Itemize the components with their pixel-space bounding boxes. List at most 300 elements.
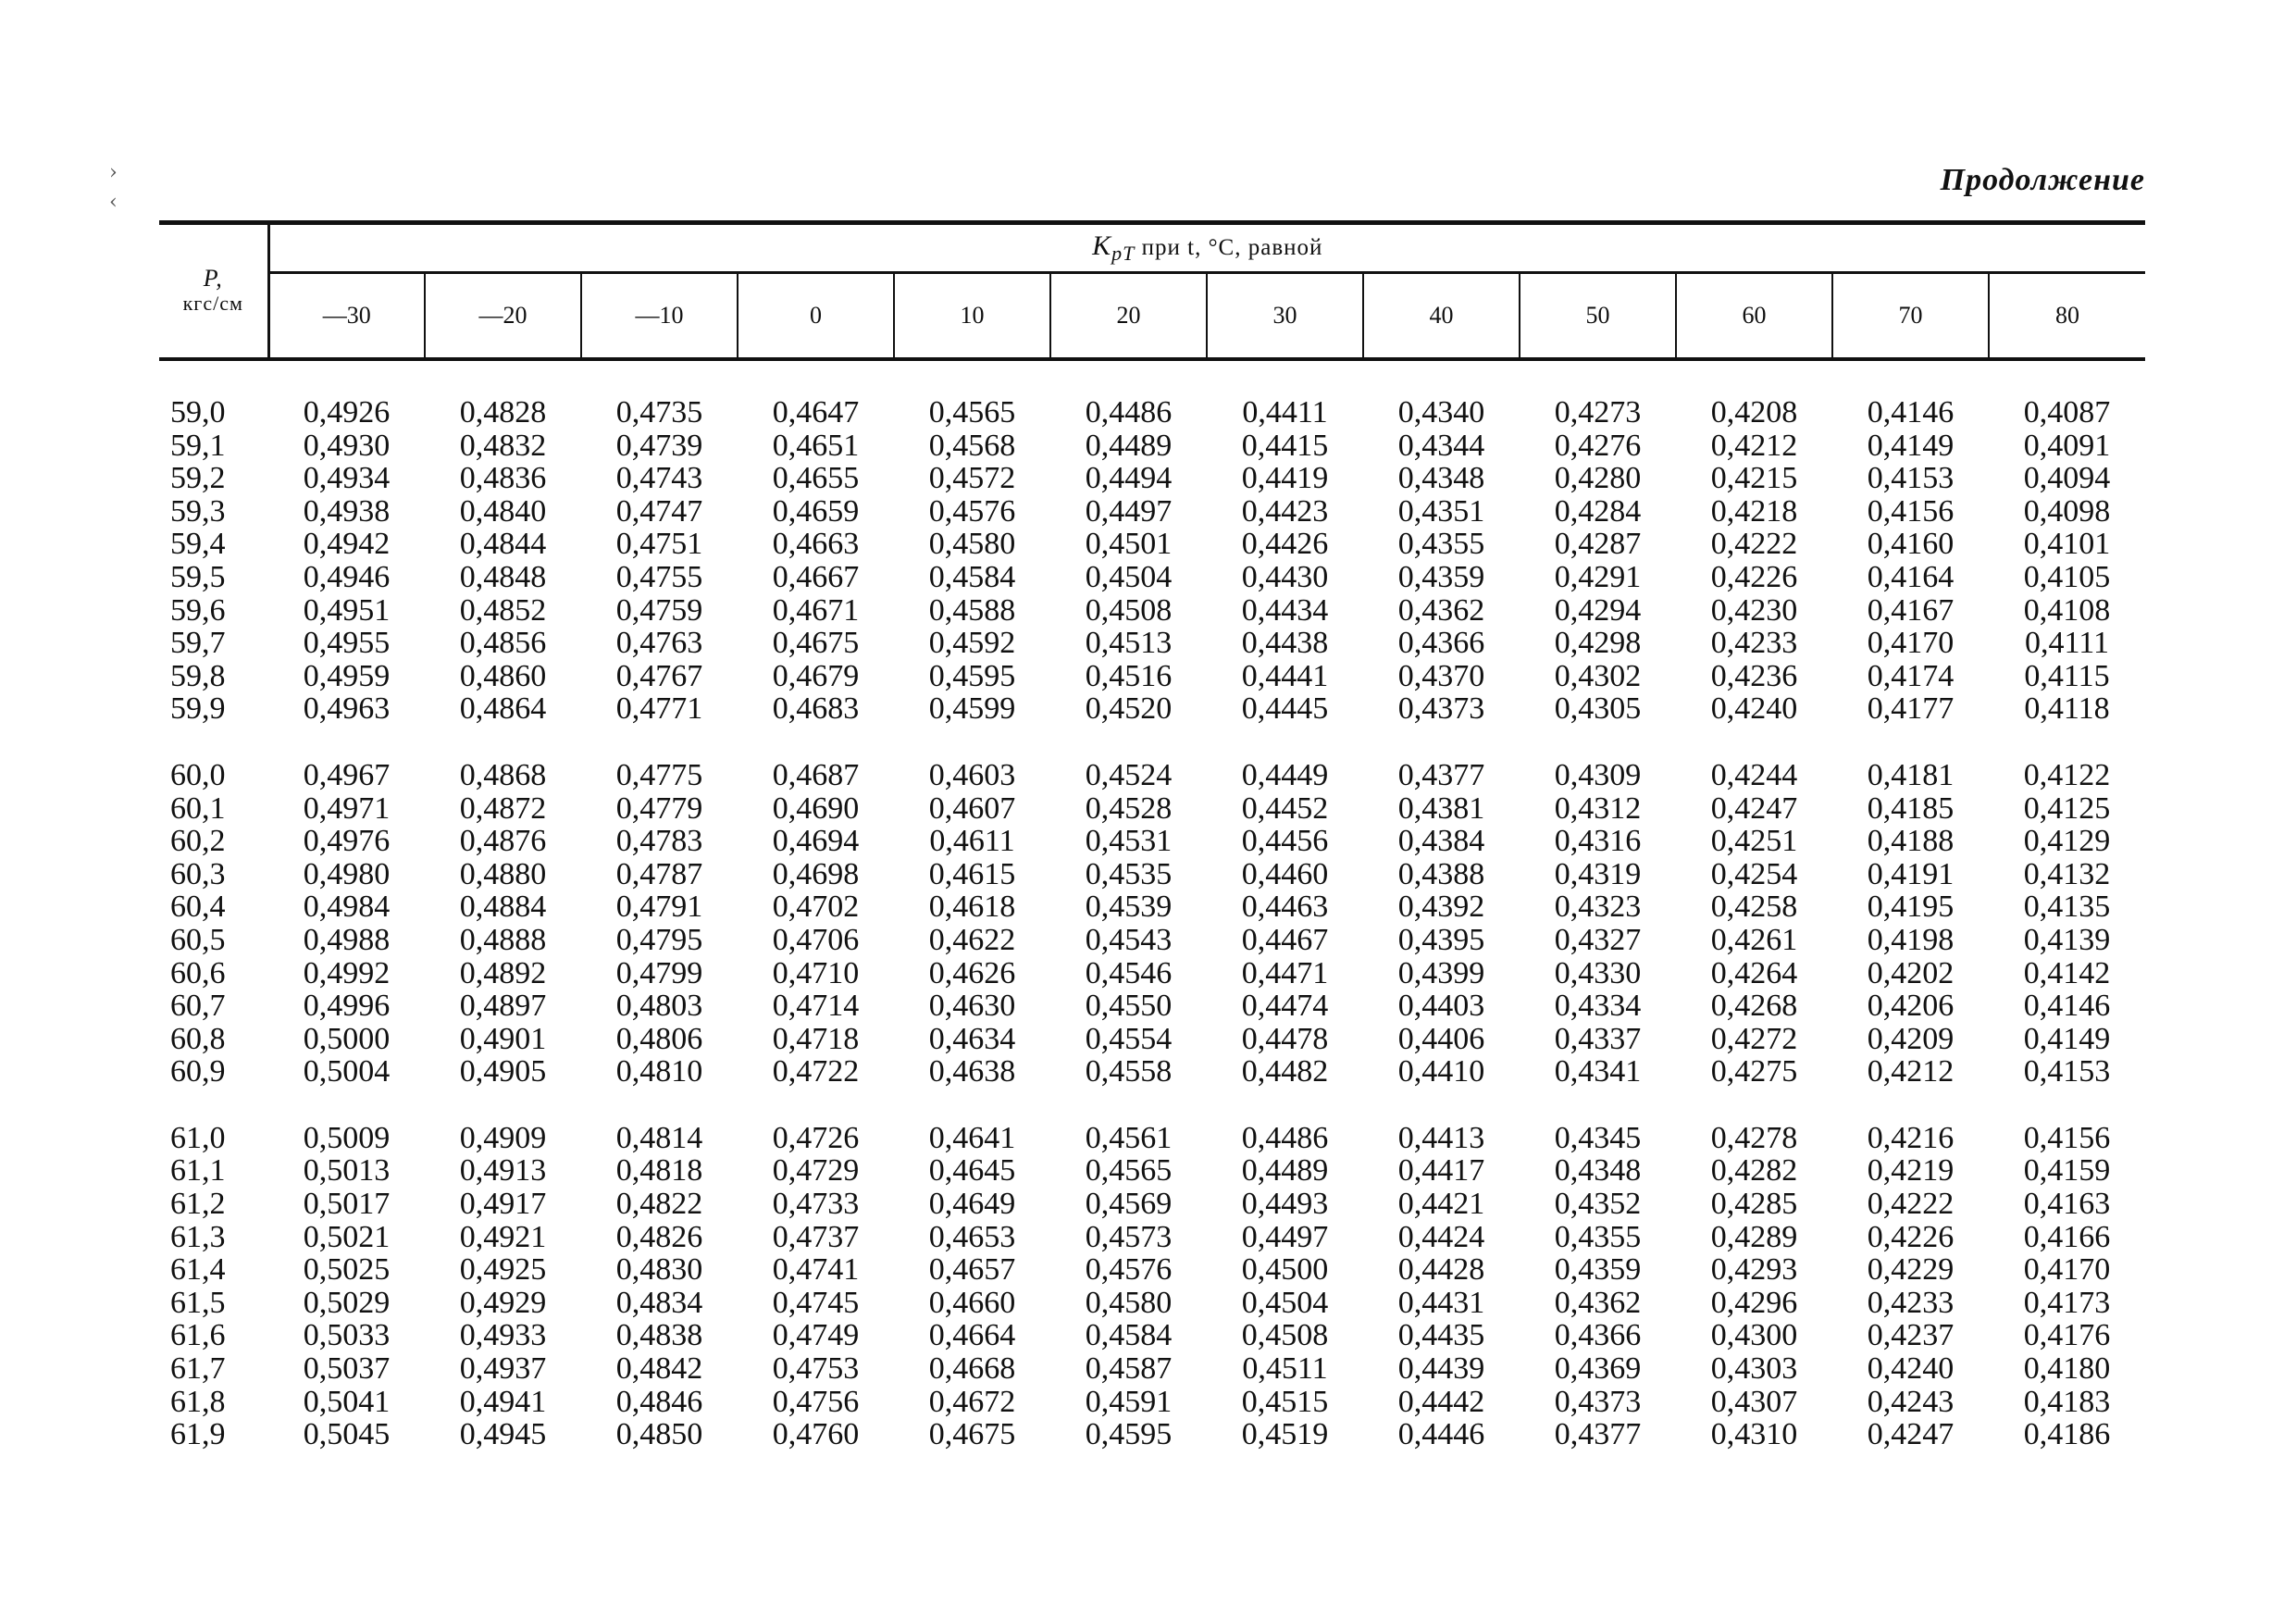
temperature-header-cell: 0 <box>738 273 894 360</box>
table-row <box>159 561 2145 594</box>
coefficient-cell: 0,4296 <box>1710 1285 1798 1320</box>
coefficient-cell: 0,4132 <box>2023 856 2111 891</box>
coefficient-cell: 0,4747 <box>615 493 703 529</box>
coefficient-cell: 0,4946 <box>303 559 391 594</box>
coefficient-cell: 0,4176 <box>2023 1318 2111 1353</box>
coefficient-cell: 0,4840 <box>459 493 547 529</box>
coefficient-cell: 0,4664 <box>928 1318 1016 1353</box>
pressure-cell: 61,4 <box>170 1252 226 1288</box>
coefficient-cell: 0,4591 <box>1085 1384 1173 1419</box>
coefficient-cell: 0,4516 <box>1085 658 1173 693</box>
coefficient-subscript: pT <box>1111 242 1136 265</box>
coefficient-cell: 0,4937 <box>459 1351 547 1387</box>
table-row <box>159 759 2145 792</box>
temperature-header-cell: 50 <box>1520 273 1676 360</box>
coefficient-cell: 0,4351 <box>1397 493 1485 529</box>
coefficient-cell: 0,4501 <box>1085 527 1173 562</box>
coefficient-cell: 0,4759 <box>615 592 703 628</box>
table-row <box>159 1287 2145 1320</box>
coefficient-cell: 0,4739 <box>615 428 703 463</box>
coefficient-cell: 0,4159 <box>2023 1153 2111 1189</box>
coefficient-cell: 0,4369 <box>1554 1351 1642 1387</box>
coefficient-cell: 0,4334 <box>1554 989 1642 1024</box>
coefficient-cell: 0,4988 <box>303 922 391 957</box>
coefficient-cell: 0,4218 <box>1710 493 1798 529</box>
pressure-cell: 60,0 <box>170 757 226 792</box>
coefficient-cell: 0,4381 <box>1397 790 1485 826</box>
table-row <box>159 627 2145 660</box>
coefficient-cell: 0,4675 <box>772 626 860 661</box>
table-row <box>159 957 2145 990</box>
temperature-header-cell: 30 <box>1207 273 1363 360</box>
table-header <box>159 223 2145 360</box>
coefficient-cell: 0,4362 <box>1554 1285 1642 1320</box>
coefficient-cell: 0,4209 <box>1867 1021 1955 1056</box>
group-spacer <box>159 359 2145 396</box>
coefficient-cell: 0,4618 <box>928 890 1016 925</box>
coefficient-cell: 0,4702 <box>772 890 860 925</box>
coefficient-cell: 0,4377 <box>1554 1417 1642 1452</box>
coefficient-cell: 0,4726 <box>772 1120 860 1155</box>
coefficient-cell: 0,4842 <box>615 1351 703 1387</box>
coefficient-cell: 0,4971 <box>303 790 391 826</box>
coefficient-cell: 0,5033 <box>303 1318 391 1353</box>
coefficient-cell: 0,4992 <box>303 955 391 990</box>
coefficient-cell: 0,4251 <box>1710 824 1798 859</box>
coefficient-cell: 0,4810 <box>615 1054 703 1089</box>
pressure-cell: 61,0 <box>170 1120 226 1155</box>
coefficient-cell: 0,4626 <box>928 955 1016 990</box>
coefficient-cell: 0,4834 <box>615 1285 703 1320</box>
coefficient-cell: 0,4603 <box>928 757 1016 792</box>
coefficient-cell: 0,5000 <box>303 1021 391 1056</box>
table-row <box>159 1319 2145 1352</box>
coefficient-cell: 0,4206 <box>1867 989 1955 1024</box>
coefficient-cell: 0,4362 <box>1397 592 1485 628</box>
pressure-cell: 61,2 <box>170 1187 226 1222</box>
coefficient-cell: 0,4513 <box>1085 626 1173 661</box>
coefficient-cell: 0,4284 <box>1554 493 1642 529</box>
coefficient-cell: 0,4745 <box>772 1285 860 1320</box>
coefficient-cell: 0,4291 <box>1554 559 1642 594</box>
coefficient-cell: 0,4926 <box>303 395 391 429</box>
table-row <box>159 1188 2145 1221</box>
coefficient-cell: 0,4348 <box>1554 1153 1642 1189</box>
table-row <box>159 594 2145 628</box>
coefficient-cell: 0,4273 <box>1554 395 1642 429</box>
table-row <box>159 495 2145 529</box>
coefficient-cell: 0,4554 <box>1085 1021 1173 1056</box>
coefficient-cell: 0,4310 <box>1710 1417 1798 1452</box>
coefficient-cell: 0,4803 <box>615 989 703 1024</box>
coefficient-cell: 0,4565 <box>1085 1153 1173 1189</box>
coefficient-cell: 0,4164 <box>1867 559 1955 594</box>
coefficient-cell: 0,4305 <box>1554 691 1642 727</box>
coefficient-cell: 0,4460 <box>1241 856 1329 891</box>
coefficient-cell: 0,4531 <box>1085 824 1173 859</box>
coefficient-cell: 0,4917 <box>459 1187 547 1222</box>
coefficient-cell: 0,4550 <box>1085 989 1173 1024</box>
coefficient-cell: 0,4645 <box>928 1153 1016 1189</box>
coefficient-cell: 0,4340 <box>1397 395 1485 429</box>
coefficient-cell: 0,4638 <box>928 1054 1016 1089</box>
coefficient-cell: 0,4767 <box>615 658 703 693</box>
coefficient-cell: 0,4884 <box>459 890 547 925</box>
coefficient-cell: 0,4384 <box>1397 824 1485 859</box>
coefficient-cell: 0,4285 <box>1710 1187 1798 1222</box>
coefficient-cell: 0,4515 <box>1241 1384 1329 1419</box>
coefficient-cell: 0,4486 <box>1241 1120 1329 1155</box>
table-row <box>159 1418 2145 1451</box>
coefficient-cell: 0,4872 <box>459 790 547 826</box>
coefficient-cell: 0,4584 <box>928 559 1016 594</box>
coefficient-cell: 0,4118 <box>2024 691 2110 727</box>
coefficient-cell: 0,4860 <box>459 658 547 693</box>
coefficient-cell: 0,4413 <box>1397 1120 1485 1155</box>
coefficient-cell: 0,4683 <box>772 691 860 727</box>
coefficient-table <box>159 220 2145 1451</box>
coefficient-cell: 0,4838 <box>615 1318 703 1353</box>
coefficient-cell: 0,4497 <box>1085 493 1173 529</box>
pressure-unit: кгс/см <box>182 292 243 315</box>
pressure-cell: 59,9 <box>170 691 226 727</box>
temperature-header-cell: 40 <box>1363 273 1520 360</box>
coefficient-cell: 0,4456 <box>1241 824 1329 859</box>
coefficient-cell: 0,4996 <box>303 989 391 1024</box>
coefficient-cell: 0,4191 <box>1867 856 1955 891</box>
table-row <box>159 1386 2145 1419</box>
coefficient-cell: 0,4442 <box>1397 1384 1485 1419</box>
margin-mark-bottom: ‹ <box>109 191 118 214</box>
coefficient-cell: 0,4576 <box>1085 1252 1173 1288</box>
pressure-cell: 60,6 <box>170 955 226 990</box>
coefficient-cell: 0,4929 <box>459 1285 547 1320</box>
pressure-cell: 61,6 <box>170 1318 226 1353</box>
group-spacer <box>159 1089 2145 1122</box>
coefficient-cell: 0,4236 <box>1710 658 1798 693</box>
coefficient-cell: 0,4690 <box>772 790 860 826</box>
coefficient-cell: 0,4543 <box>1085 922 1173 957</box>
coefficient-cell: 0,4779 <box>615 790 703 826</box>
coefficient-cell: 0,4737 <box>772 1219 860 1254</box>
coefficient-cell: 0,4185 <box>1867 790 1955 826</box>
coefficient-cell: 0,4373 <box>1397 691 1485 727</box>
coefficient-cell: 0,4237 <box>1867 1318 1955 1353</box>
coefficient-cell: 0,4679 <box>772 658 860 693</box>
pressure-symbol: P, <box>203 265 223 292</box>
table-row <box>159 858 2145 891</box>
coefficient-cell: 0,4174 <box>1867 658 1955 693</box>
coefficient-cell: 0,4733 <box>772 1187 860 1222</box>
coefficient-cell: 0,4215 <box>1710 461 1798 496</box>
coefficient-cell: 0,4565 <box>928 395 1016 429</box>
coefficient-cell: 0,4146 <box>1867 395 1955 429</box>
coefficient-cell: 0,4156 <box>1867 493 1955 529</box>
coefficient-cell: 0,4489 <box>1085 428 1173 463</box>
table-row <box>159 1154 2145 1188</box>
coefficient-cell: 0,4149 <box>2023 1021 2111 1056</box>
coefficient-cell: 0,4576 <box>928 493 1016 529</box>
coefficient-cell: 0,4303 <box>1710 1351 1798 1387</box>
coefficient-cell: 0,4212 <box>1710 428 1798 463</box>
coefficient-cell: 0,4244 <box>1710 757 1798 792</box>
coefficient-cell: 0,4909 <box>459 1120 547 1155</box>
coefficient-cell: 0,4980 <box>303 856 391 891</box>
pressure-cell: 60,3 <box>170 856 226 891</box>
coefficient-cell: 0,4316 <box>1554 824 1642 859</box>
coefficient-cell: 0,4167 <box>1867 592 1955 628</box>
coefficient-cell: 0,4630 <box>928 989 1016 1024</box>
table-row <box>159 528 2145 561</box>
coefficient-cell: 0,4298 <box>1554 626 1642 661</box>
coefficient-cell: 0,4828 <box>459 395 547 429</box>
coefficient-cell: 0,4399 <box>1397 955 1485 990</box>
pressure-cell: 60,7 <box>170 989 226 1024</box>
group-spacer <box>159 726 2145 759</box>
temperature-header-cell: 70 <box>1832 273 1989 360</box>
coefficient-cell: 0,4848 <box>459 559 547 594</box>
coefficient-cell: 0,4573 <box>1085 1219 1173 1254</box>
coefficient-cell: 0,4160 <box>1867 527 1955 562</box>
coefficient-cell: 0,4247 <box>1867 1417 1955 1452</box>
coefficient-cell: 0,4595 <box>928 658 1016 693</box>
coefficient-cell: 0,4198 <box>1867 922 1955 957</box>
coefficient-cell: 0,4622 <box>928 922 1016 957</box>
coefficient-cell: 0,4741 <box>772 1252 860 1288</box>
coefficient-cell: 0,4345 <box>1554 1120 1642 1155</box>
coefficient-cell: 0,4216 <box>1867 1120 1955 1155</box>
table-row <box>159 462 2145 495</box>
coefficient-cell: 0,4226 <box>1867 1219 1955 1254</box>
coefficient-cell: 0,4411 <box>1242 395 1328 429</box>
coefficient-cell: 0,4261 <box>1710 922 1798 957</box>
coefficient-cell: 0,5017 <box>303 1187 391 1222</box>
coefficient-cell: 0,4615 <box>928 856 1016 891</box>
coefficient-cell: 0,4599 <box>928 691 1016 727</box>
coefficient-cell: 0,4098 <box>2023 493 2111 529</box>
coefficient-cell: 0,4539 <box>1085 890 1173 925</box>
coefficient-cell: 0,4892 <box>459 955 547 990</box>
coefficient-cell: 0,4421 <box>1397 1187 1485 1222</box>
coefficient-cell: 0,4595 <box>1085 1417 1173 1452</box>
pressure-cell: 61,5 <box>170 1285 226 1320</box>
coefficient-cell: 0,4415 <box>1241 428 1329 463</box>
coefficient-cell: 0,4561 <box>1085 1120 1173 1155</box>
coefficient-cell: 0,4355 <box>1397 527 1485 562</box>
coefficient-cell: 0,4330 <box>1554 955 1642 990</box>
coefficient-cell: 0,4508 <box>1085 592 1173 628</box>
coefficient-cell: 0,4647 <box>772 395 860 429</box>
table-row <box>159 1122 2145 1155</box>
coefficient-cell: 0,4710 <box>772 955 860 990</box>
coefficient-cell: 0,4153 <box>1867 461 1955 496</box>
pressure-cell: 59,1 <box>170 428 226 463</box>
coefficient-cell: 0,4930 <box>303 428 391 463</box>
coefficient-cell: 0,4592 <box>928 626 1016 661</box>
coefficient-cell: 0,4519 <box>1241 1417 1329 1452</box>
coefficient-cell: 0,4139 <box>2023 922 2111 957</box>
coefficient-cell: 0,4183 <box>2023 1384 2111 1419</box>
coefficient-cell: 0,4504 <box>1085 559 1173 594</box>
coefficient-cell: 0,4233 <box>1867 1285 1955 1320</box>
coefficient-cell: 0,4173 <box>2023 1285 2111 1320</box>
coefficient-cell: 0,4706 <box>772 922 860 957</box>
coefficient-cell: 0,4493 <box>1241 1187 1329 1222</box>
coefficient-cell: 0,4264 <box>1710 955 1798 990</box>
temperature-header-cell: —30 <box>268 273 425 360</box>
pressure-cell: 60,8 <box>170 1021 226 1056</box>
coefficient-cell: 0,4323 <box>1554 890 1642 925</box>
coefficient-cell: 0,4925 <box>459 1252 547 1288</box>
continuation-label: Продолжение <box>1940 163 2145 197</box>
temperature-header-cell: —10 <box>581 273 738 360</box>
pressure-cell: 60,4 <box>170 890 226 925</box>
coefficient-cell: 0,4258 <box>1710 890 1798 925</box>
coefficient-cell: 0,4535 <box>1085 856 1173 891</box>
coefficient-cell: 0,4945 <box>459 1417 547 1452</box>
table-row <box>159 825 2145 858</box>
pressure-cell: 61,9 <box>170 1417 226 1452</box>
coefficient-cell: 0,4880 <box>459 856 547 891</box>
coefficient-cell: 0,4558 <box>1085 1054 1173 1089</box>
coefficient-cell: 0,4122 <box>2023 757 2111 792</box>
coefficient-cell: 0,4775 <box>615 757 703 792</box>
coefficient-cell: 0,4108 <box>2023 592 2111 628</box>
coefficient-cell: 0,4366 <box>1397 626 1485 661</box>
coefficient-cell: 0,4105 <box>2023 559 2111 594</box>
coefficient-cell: 0,4901 <box>459 1021 547 1056</box>
coefficient-cell: 0,4852 <box>459 592 547 628</box>
coefficient-cell: 0,4419 <box>1241 461 1329 496</box>
coefficient-cell: 0,4294 <box>1554 592 1642 628</box>
coefficient-cell: 0,4672 <box>928 1384 1016 1419</box>
coefficient-cell: 0,4913 <box>459 1153 547 1189</box>
coefficient-cell: 0,4359 <box>1397 559 1485 594</box>
coefficient-cell: 0,4222 <box>1710 527 1798 562</box>
coefficient-cell: 0,5045 <box>303 1417 391 1452</box>
table-row <box>159 1055 2145 1089</box>
coefficient-cell: 0,4135 <box>2023 890 2111 925</box>
coefficient-cell: 0,5025 <box>303 1252 391 1288</box>
coefficient-cell: 0,4814 <box>615 1120 703 1155</box>
coefficient-cell: 0,4641 <box>928 1120 1016 1155</box>
coefficient-cell: 0,4568 <box>928 428 1016 463</box>
pressure-cell: 60,5 <box>170 922 226 957</box>
coefficient-cell: 0,5029 <box>303 1285 391 1320</box>
coefficient-cell: 0,4177 <box>1867 691 1955 727</box>
coefficient-cell: 0,4153 <box>2023 1054 2111 1089</box>
coefficient-cell: 0,4111 <box>2025 626 2109 661</box>
coefficient-cell: 0,4280 <box>1554 461 1642 496</box>
coefficient-cell: 0,4791 <box>615 890 703 925</box>
coefficient-cell: 0,4355 <box>1554 1219 1642 1254</box>
coefficient-cell: 0,4287 <box>1554 527 1642 562</box>
coefficient-cell: 0,4607 <box>928 790 1016 826</box>
table-row <box>159 792 2145 826</box>
coefficient-cell: 0,4240 <box>1867 1351 1955 1387</box>
pressure-cell: 60,1 <box>170 790 226 826</box>
coefficient-cell: 0,4787 <box>615 856 703 891</box>
coefficient-cell: 0,4942 <box>303 527 391 562</box>
coefficient-cell: 0,4951 <box>303 592 391 628</box>
coefficient-cell: 0,4341 <box>1554 1054 1642 1089</box>
coefficient-cell: 0,4504 <box>1241 1285 1329 1320</box>
coefficient-cell: 0,4430 <box>1241 559 1329 594</box>
coefficient-cell: 0,4435 <box>1397 1318 1485 1353</box>
margin-mark-top: › <box>109 161 118 184</box>
pressure-cell: 61,7 <box>170 1351 226 1387</box>
coefficient-cell: 0,4755 <box>615 559 703 594</box>
coefficient-cell: 0,4967 <box>303 757 391 792</box>
table-row <box>159 1221 2145 1254</box>
coefficient-cell: 0,4438 <box>1241 626 1329 661</box>
coefficient-cell: 0,4955 <box>303 626 391 661</box>
coefficient-header-text: при t, °C, равной <box>1135 235 1323 260</box>
coefficient-cell: 0,4254 <box>1710 856 1798 891</box>
coefficient-cell: 0,4651 <box>772 428 860 463</box>
coefficient-cell: 0,4208 <box>1710 395 1798 429</box>
coefficient-cell: 0,4494 <box>1085 461 1173 496</box>
coefficient-cell: 0,4722 <box>772 1054 860 1089</box>
coefficient-cell: 0,4467 <box>1241 922 1329 957</box>
coefficient-symbol: K <box>1092 230 1112 261</box>
coefficient-cell: 0,4125 <box>2023 790 2111 826</box>
coefficient-cell: 0,4655 <box>772 461 860 496</box>
coefficient-cell: 0,4524 <box>1085 757 1173 792</box>
temperature-header-row <box>159 273 2145 360</box>
table-row <box>159 429 2145 463</box>
coefficient-cell: 0,4718 <box>772 1021 860 1056</box>
coefficient-cell: 0,4195 <box>1867 890 1955 925</box>
coefficient-cell: 0,4327 <box>1554 922 1642 957</box>
coefficient-cell: 0,4580 <box>1085 1285 1173 1320</box>
coefficient-cell: 0,4289 <box>1710 1219 1798 1254</box>
coefficient-cell: 0,4431 <box>1397 1285 1485 1320</box>
coefficient-cell: 0,4826 <box>615 1219 703 1254</box>
coefficient-cell: 0,4101 <box>2023 527 2111 562</box>
coefficient-cell: 0,4497 <box>1241 1219 1329 1254</box>
coefficient-cell: 0,4309 <box>1554 757 1642 792</box>
coefficient-cell: 0,4850 <box>615 1417 703 1452</box>
coefficient-cell: 0,4278 <box>1710 1120 1798 1155</box>
temperature-header-cell: 20 <box>1050 273 1207 360</box>
coefficient-cell: 0,4749 <box>772 1318 860 1353</box>
coefficient-cell: 0,4941 <box>459 1384 547 1419</box>
coefficient-cell: 0,4580 <box>928 527 1016 562</box>
coefficient-cell: 0,4240 <box>1710 691 1798 727</box>
coefficient-group-header <box>268 223 2145 273</box>
coefficient-cell: 0,4180 <box>2023 1351 2111 1387</box>
coefficient-cell: 0,4366 <box>1554 1318 1642 1353</box>
coefficient-cell: 0,4783 <box>615 824 703 859</box>
coefficient-cell: 0,4528 <box>1085 790 1173 826</box>
coefficient-cell: 0,4663 <box>772 527 860 562</box>
coefficient-cell: 0,4129 <box>2023 824 2111 859</box>
coefficient-cell: 0,4763 <box>615 626 703 661</box>
coefficient-cell: 0,4219 <box>1867 1153 1955 1189</box>
coefficient-cell: 0,4864 <box>459 691 547 727</box>
coefficient-cell: 0,4226 <box>1710 559 1798 594</box>
table-row <box>159 1352 2145 1386</box>
coefficient-cell: 0,4832 <box>459 428 547 463</box>
coefficient-cell: 0,4897 <box>459 989 547 1024</box>
coefficient-cell: 0,4388 <box>1397 856 1485 891</box>
coefficient-cell: 0,4478 <box>1241 1021 1329 1056</box>
coefficient-cell: 0,4687 <box>772 757 860 792</box>
coefficient-cell: 0,4489 <box>1241 1153 1329 1189</box>
coefficient-cell: 0,4694 <box>772 824 860 859</box>
coefficient-cell: 0,5041 <box>303 1384 391 1419</box>
